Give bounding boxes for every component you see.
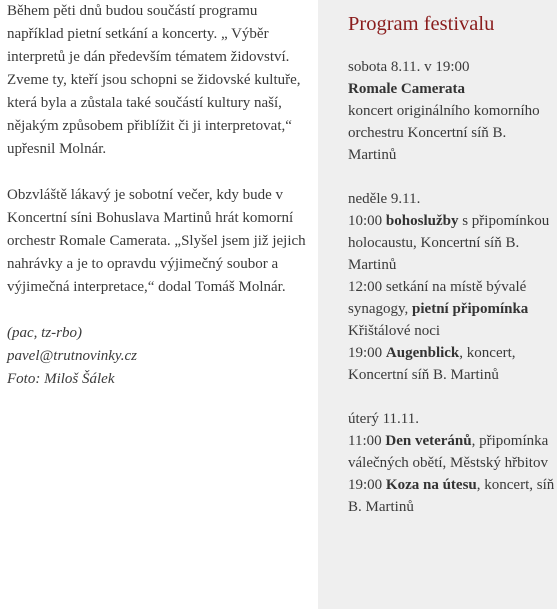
article-text: [7, 0, 307, 391]
event-date: sobota 8.11. v 19:00: [348, 59, 470, 75]
event-time: 10:00: [348, 213, 386, 229]
credit-photo: Foto: Miloš Šálek: [7, 371, 115, 387]
festival-program-sidebar: [318, 0, 557, 609]
event-description: , koncert, Koncertní síň B. Martinů: [348, 345, 516, 383]
event-name: Romale Camerata: [348, 81, 466, 97]
event-time: 19:00: [348, 477, 386, 493]
event-name: Koza na útesu: [385, 477, 477, 493]
event-description: , koncert, síň B. Martinů: [348, 477, 555, 515]
event-name: pietní připomínka: [412, 301, 529, 317]
event-item: [348, 430, 557, 474]
event-description: 12:00 setkání na místě bývalé synagogy,: [348, 279, 527, 317]
article-paragraph-2: Obzvláště lákavý je sobotní večer, kdy bude v Koncertní síni Bohuslava Martinů hrát komorní orchestr Romale Camerata. „Slyšel jsem již jejich nahrávky a je to opravdu výjimečný soubor a výjimečná interpretace,“ dodal Tomáš Molnár.: [7, 187, 306, 295]
event-item: [348, 342, 557, 386]
event-time: 11:00: [348, 433, 386, 449]
event-date: neděle 9.11.: [348, 191, 421, 207]
event-description: , připomínka válečných obětí, Městský hřbitov: [348, 433, 549, 471]
event-item: [348, 276, 557, 342]
program-day-sunday: [348, 188, 557, 386]
event-name: bohoslužby: [385, 213, 459, 229]
event-name: Augenblick: [385, 345, 460, 361]
event-description: Křištálové noci: [348, 323, 441, 339]
article-credits: [7, 322, 307, 391]
event-time: 19:00: [348, 345, 386, 361]
event-description: koncert originálního komorního orchestru Koncertní síň B. Martinů: [348, 103, 540, 163]
sidebar-title: Program festivalu: [348, 13, 495, 35]
program-day-tuesday: [348, 408, 557, 518]
event-description: s připomínkou holocaustu, Koncertní síň B. Martinů: [348, 213, 550, 273]
event-name: Den veteránů: [385, 433, 472, 449]
event-item: [348, 474, 557, 518]
credit-email: pavel@trutnovinky.cz: [7, 348, 138, 364]
article-paragraph-1: Během pěti dnů budou součástí programu například pietní setkání a koncerty. „ Výběr interpretů je dán především tématem židovství. Zveme ty, kteří jsou schopni se židovské kultuře, která byla a zůstala také součástí kultury naší, nějakým způsobem přiblížit či ji interpretovat,“ upřesnil Molnár.: [7, 3, 301, 157]
program-day-saturday: [348, 56, 557, 166]
event-item: [348, 210, 557, 276]
credit-author: (pac, tz-rbo): [7, 325, 82, 341]
event-date: úterý 11.11.: [348, 411, 419, 427]
